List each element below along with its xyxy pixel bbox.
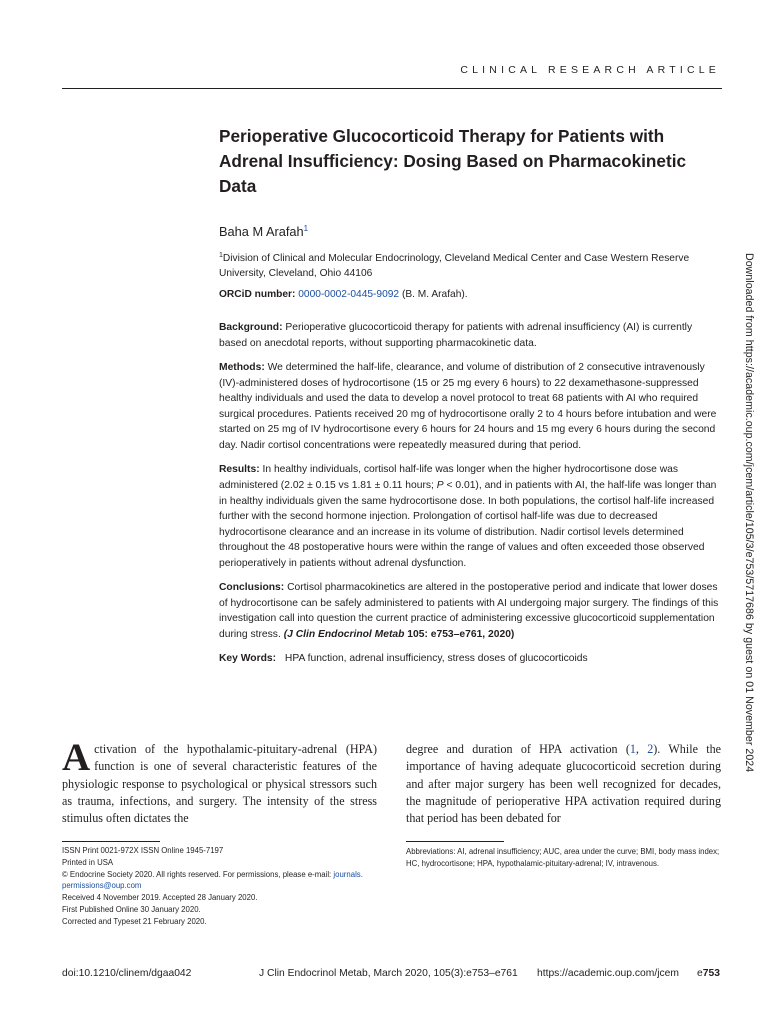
abstract-methods xyxy=(219,360,722,454)
footer-doi[interactable]: doi:10.1210/clinem/dgaa042 xyxy=(62,968,192,979)
methods-label: Methods: xyxy=(219,361,265,373)
copyright-text: © Endocrine Society 2020. All rights reserved. For permissions, please e-mail: xyxy=(62,869,332,879)
conclusions-label: Conclusions: xyxy=(219,582,285,594)
affiliation-text: Division of Clinical and Molecular Endocrinology, Cleveland Medical Center and Case Western Reserve University, Cleveland, Ohio 44106 xyxy=(219,253,690,279)
conclusions-text: Cortisol pharmacokinetics are altered in the postoperative period and indicate that lower doses of hydrocortisone can be safely administered to patients with AI undergoing major surgery. The findings of this investigation call into question the current practice of administering excessive glucocorticoid supplementation during stress. xyxy=(219,582,719,641)
orcid-label: ORCiD number: xyxy=(219,289,296,300)
issn-line: ISSN Print 0021-972X ISSN Online 1945-7197 xyxy=(62,846,224,855)
publication-footnotes xyxy=(62,845,382,928)
abstract-keywords xyxy=(219,651,722,667)
footer-journal-citation: J Clin Endocrinol Metab, March 2020, 105(3):e753–e761 xyxy=(259,968,518,979)
reference-link-1[interactable]: 1 xyxy=(629,742,636,756)
orcid-name: (B. M. Arafah). xyxy=(401,289,468,300)
keywords-label: Key Words: xyxy=(219,653,277,665)
abstract-citation xyxy=(284,629,515,640)
orcid-line xyxy=(219,289,468,300)
body-text-left: ctivation of the hypothalamic-pituitary-adrenal (HPA) function is one of several characteristic features of the physiologic response to psychological or physical stressors such as trauma, infections, and surgery. The intensity of the stress stimulus often dictates the xyxy=(62,742,377,826)
orcid-link[interactable]: 0000-0002-0445-9092 xyxy=(298,289,400,300)
first-published-line: First Published Online 30 January 2020. xyxy=(62,904,201,914)
received-line: Received 4 November 2019. Accepted 28 January 2020. xyxy=(62,893,258,903)
results-text-1: In healthy individuals, cortisol half-life was longer when the higher hydrocortisone dose was administered (2.02 ± 0.15 vs 1.81 ± 0.11 hours; xyxy=(219,464,679,491)
permissions-email-link-part1[interactable]: journals. xyxy=(333,869,363,879)
footer-journal-url[interactable]: https://academic.oup.com/jcem xyxy=(537,968,679,979)
printed-line: Printed in USA xyxy=(62,857,114,867)
header-divider xyxy=(62,88,722,89)
permissions-email-link-part2[interactable]: permissions@oup.com xyxy=(62,881,142,891)
body-text-right-1: degree and duration of HPA activation ( xyxy=(406,742,630,756)
affiliation xyxy=(219,249,719,281)
methods-text: We determined the half-life, clearance, and volume of distribution of 2 consecutive intravenously (IV)-administered doses of hydrocortisone (15 or 25 mg every 6 hours) to 22 dexamethasone-suppressed healthy individuals and used the data to develop a novel protocol to treat 68 patients with AI who required surgical procedures. Patients received 20 mg of hydrocortisone orally 2 to 4 hours before intubation and were started on 25 mg of IV hydrocortisone every 6 hours for 24 hours and 15 mg every 6 hours during the second day. Nadir cortisol concentrations were repeatedly measured during that period. xyxy=(219,361,717,451)
abstract xyxy=(219,320,722,676)
drop-cap: A xyxy=(62,736,91,779)
download-watermark-text: Downloaded from https://academic.oup.com/jcem/article/105/3/e753/5717686 by guest on 01 November 2024 xyxy=(743,253,755,773)
body-column-left xyxy=(62,736,377,827)
abbreviations-footnote: Abbreviations: AI, adrenal insufficiency; AUC, area under the curve; BMI, body mass index; HC, hydrocortisone; HPA, hypothalamic-pituitary-adrenal; IV, intravenous. xyxy=(406,847,720,868)
copyright-line xyxy=(62,869,382,881)
body-column-right xyxy=(406,741,721,827)
citation-volume: 105: e753–e761, 2020) xyxy=(407,629,515,641)
article-type-label: CLINICAL RESEARCH ARTICLE xyxy=(460,64,720,76)
download-watermark xyxy=(741,253,757,783)
email-line xyxy=(62,880,382,892)
footnote-divider-left xyxy=(62,841,160,842)
abstract-results xyxy=(219,462,722,571)
body-text-right-2: ). While the importance of having adequate glucocorticoid secretion during and after major surgery has been well recognized for decades, the magnitude of perioperative HPA activation required during that period has been debated for xyxy=(406,742,721,826)
results-text-2: < 0.01), and in patients with AI, the half-life was longer than in healthy individuals given the same hydrocortisone dose. In both populations, the cortisol half-life increased further with the second hormone injection. Prolongation of cortisol half-life was due to decreased hydrocortisone clearance and an increase in its volume of distribution. Nadir cortisol levels determined throughout the 48 postoperative hours were within the range of values and often exceeded those observed perioperatively in patients without adrenal dysfunction. xyxy=(219,479,717,569)
background-text: Perioperative glucocorticoid therapy for patients with adrenal insufficiency (AI) is currently based on anecdotal reports, without supporting pharmacokinetic data. xyxy=(219,322,693,349)
article-title: Perioperative Glucocorticoid Therapy for Patients with Adrenal Insufficiency: Dosing Based on Pharmacokinetic Data xyxy=(219,126,687,196)
page-number xyxy=(697,968,720,979)
citation-journal: (J Clin Endocrinol Metab xyxy=(283,629,405,641)
author-name: Baha M Arafah xyxy=(219,224,304,239)
abstract-background xyxy=(219,320,722,351)
results-label: Results: xyxy=(219,464,260,476)
corrected-line: Corrected and Typeset 21 February 2020. xyxy=(62,916,207,926)
page-prefix: e xyxy=(697,968,703,979)
reference-separator: , xyxy=(635,742,648,756)
keywords-text: HPA function, adrenal insufficiency, stress doses of glucocorticoids xyxy=(284,653,588,665)
affiliation-marker: 1 xyxy=(219,252,223,259)
results-p-value-symbol: P xyxy=(436,479,444,491)
background-label: Background: xyxy=(219,322,283,333)
abstract-conclusions xyxy=(219,580,722,642)
author-affiliation-link[interactable]: 1 xyxy=(303,224,309,233)
footnote-divider-right xyxy=(406,841,504,842)
author-line xyxy=(219,224,308,239)
reference-link-2[interactable]: 2 xyxy=(647,742,654,756)
page-number-value: 753 xyxy=(702,968,720,979)
